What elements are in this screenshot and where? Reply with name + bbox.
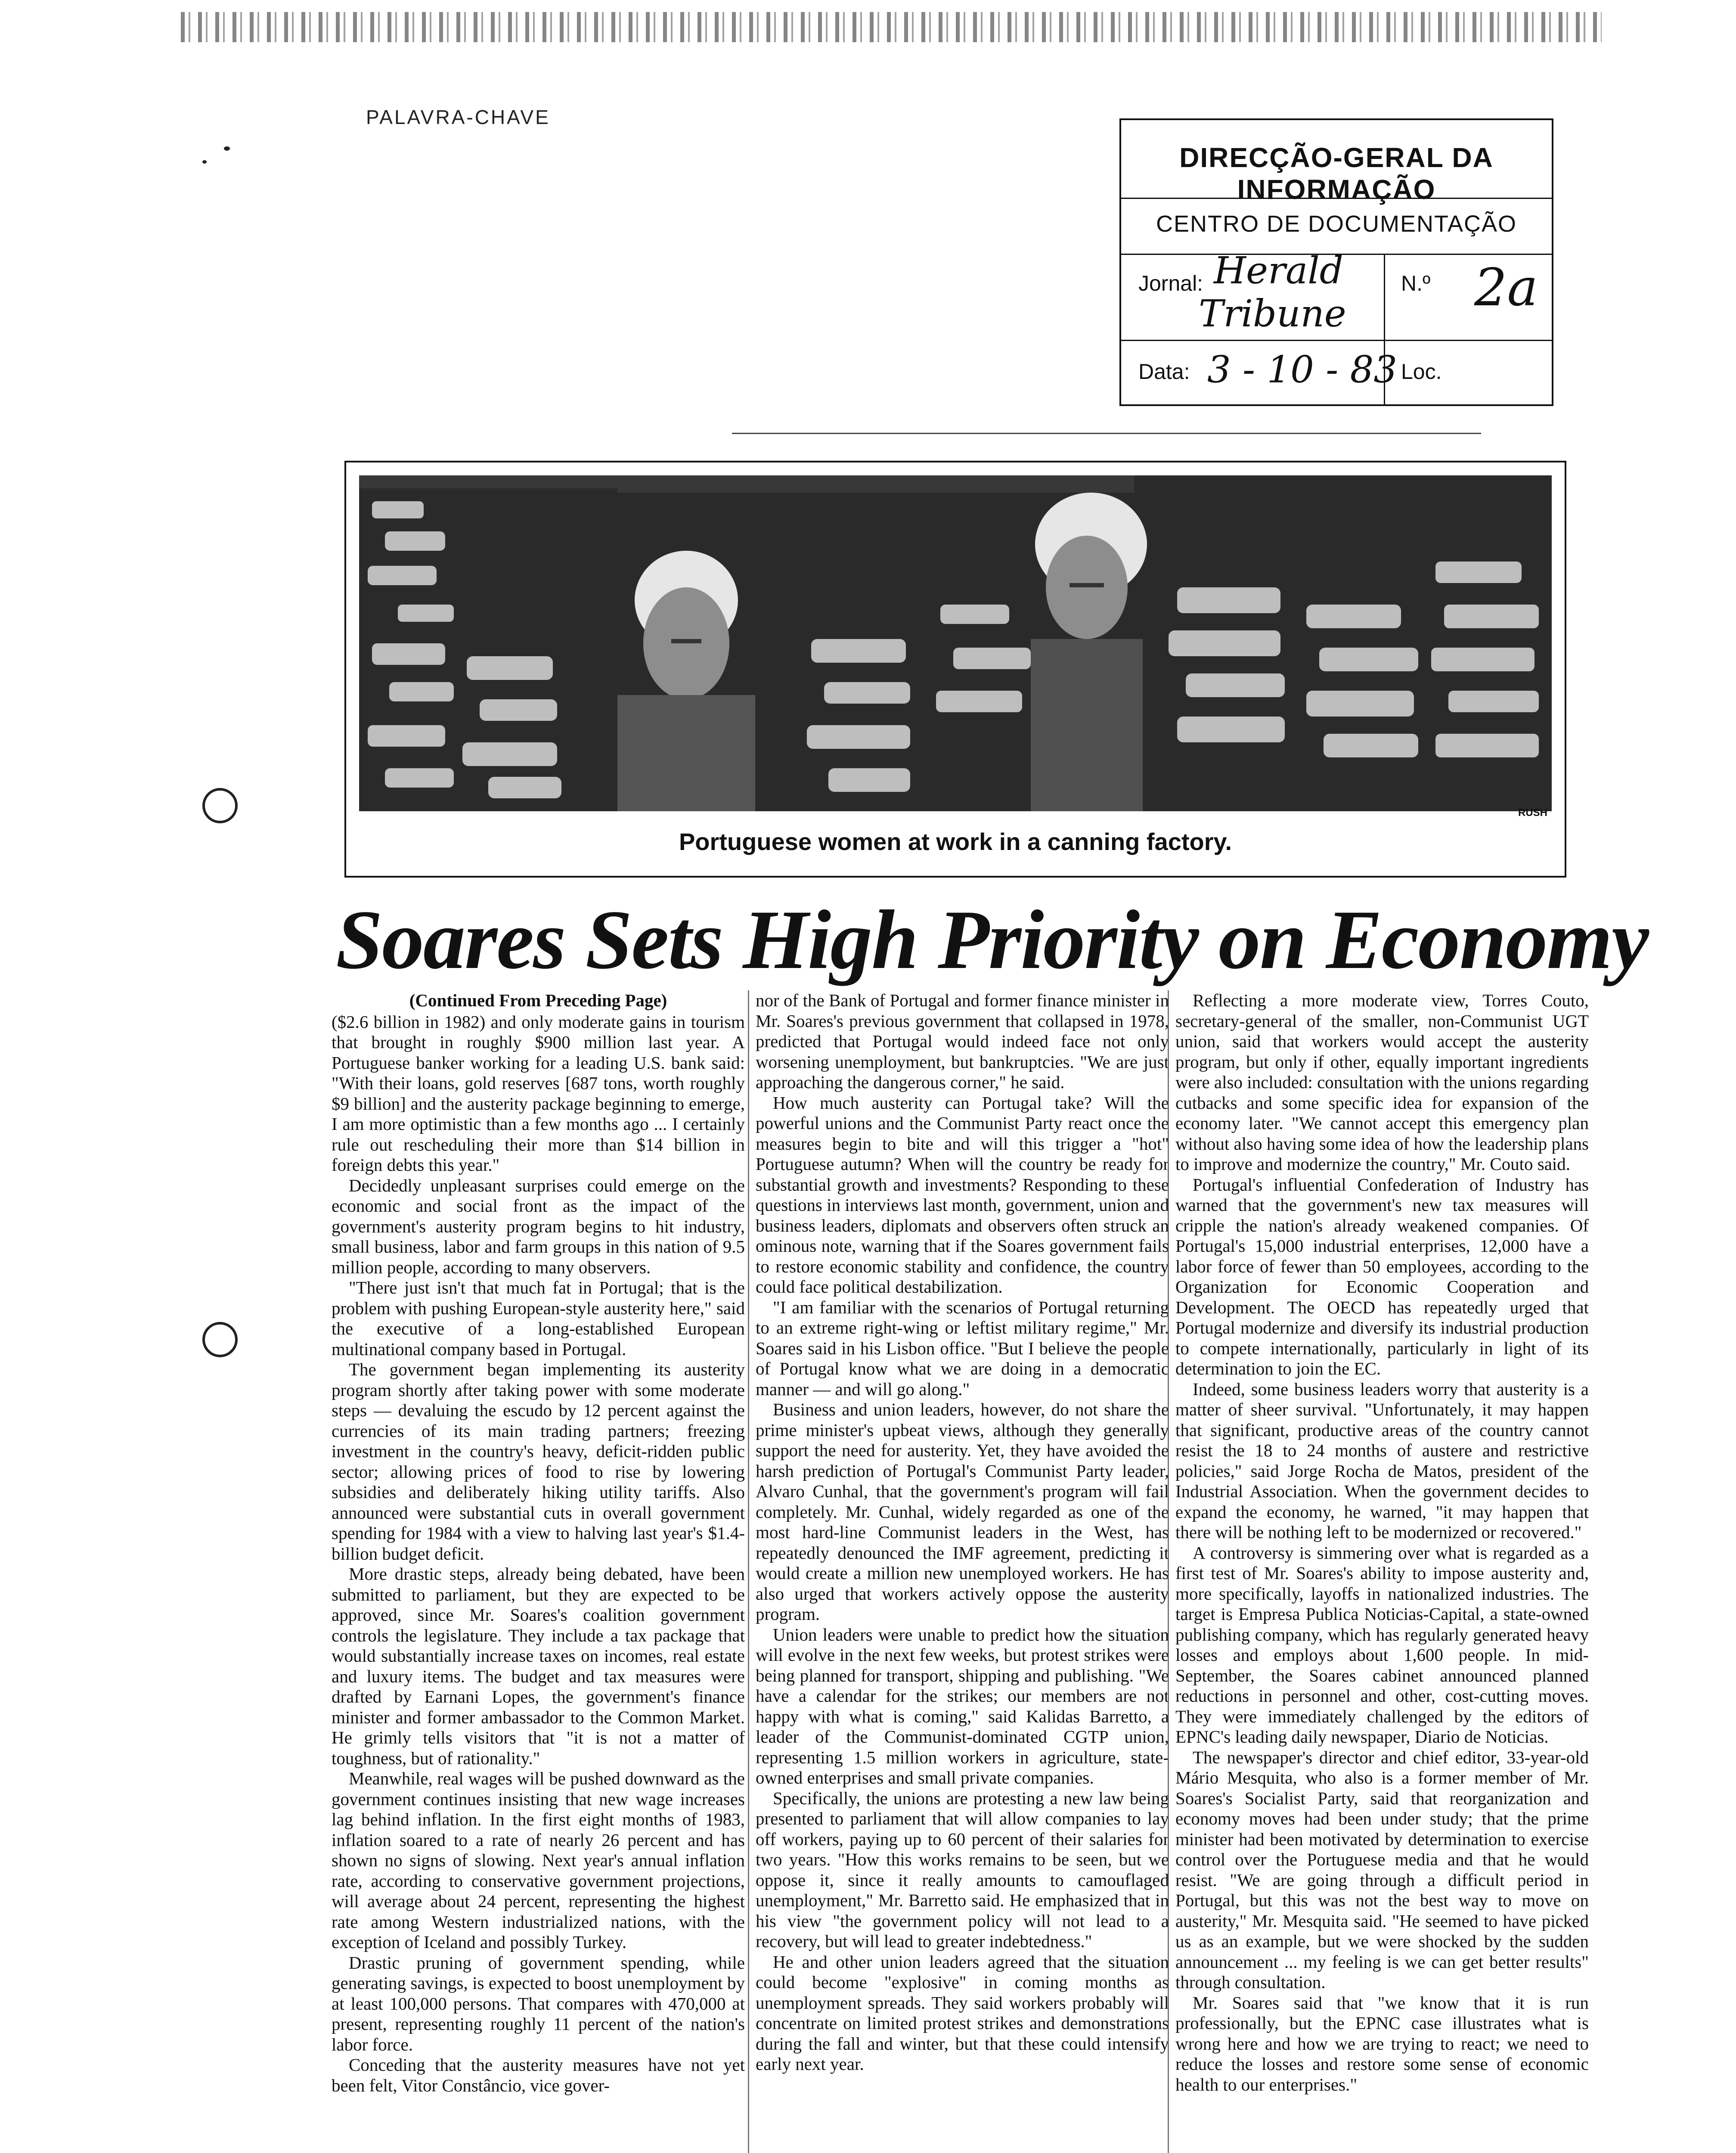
stamp-title: DIRECÇÃO-GERAL DA INFORMAÇÃO [1179, 142, 1494, 205]
paragraph: nor of the Bank of Portugal and former finance minister in Mr. Soares's previous government that collapsed in 1978, predicted that Portugal would indeed face not only worsening unemployment, but bankruptcies. "We are just approaching the dangerous corner," he said. [756, 990, 1169, 1092]
stamp-jornal-handwritten-1: Herald [1214, 249, 1343, 292]
scan-speck [202, 160, 207, 164]
paragraph: ($2.6 billion in 1982) and only moderate gains in tourism that brought in roughly $900 million last year. A Portuguese banker working for a leading U.S. bank said: "With their loans, gold reserves [687 tons, worth roughly $9 billion] and the austerity package beginning to emerge, I am more optimistic than a few months ago ... I certainly rule out rescheduling their more than $14 billion in foreign debts this year." [332, 1011, 745, 1175]
margin-hole-mark [202, 788, 238, 823]
stamp-date-handwritten: 3 - 10 - 83 [1207, 348, 1398, 391]
continued-note: (Continued From Preceding Page) [409, 990, 667, 1010]
stamp-jornal-row [1121, 249, 1552, 341]
stamp-subtitle-row [1121, 198, 1552, 255]
scan-noise-top [181, 12, 1602, 42]
article-column-3 [1175, 990, 1589, 2095]
paragraph: Meanwhile, real wages will be pushed downward as the government continues insisting that new wage increases lag behind inflation. In the first eight months of 1983, inflation soared to a rate of nearly 26 percent and has shown no signs of slowing. Next year's annual inflation rate, according to conservative government projections, will average about 24 percent, representing the highest rate among Western industrialized nations, with the exception of Iceland and possibly Turkey. [332, 1768, 745, 1952]
factory-photo [359, 475, 1552, 811]
stamp-jornal-handwritten-2: Tribune [1199, 292, 1346, 335]
column-divider [748, 990, 749, 2153]
article-headline: Soares Sets High Priority on Economy [336, 893, 1649, 987]
column-divider [1168, 990, 1169, 2153]
stamp-date-label: Data: [1138, 360, 1190, 384]
stamp-title-row [1121, 120, 1552, 205]
paragraph: Reflecting a more moderate view, Torres Couto, secretary-general of the smaller, non-Communist UGT union, said that workers would accept the austerity program, but only if other, equally important ingredients were also included: consultation with the unions regarding cutbacks and some specific idea for expansion of the economy later. "We cannot accept this emergency plan without also having some idea of how the leadership plans to improve and modernize the country," Mr. Couto said. [1175, 990, 1589, 1174]
stamp-numero-handwritten: 2a [1474, 258, 1538, 318]
stamp-numero-label: N.º [1401, 271, 1431, 295]
photo-credit: RUSH [1518, 807, 1547, 819]
scan-speck [224, 146, 230, 151]
paragraph: How much austerity can Portugal take? Will the powerful unions and the Communist Party react once the measures begin to bite and will this trigger a "hot" Portuguese autumn? When will the country be ready for substantial growth and investments? Responding to these questions in interviews last month, government, union and business leaders, diplomats and observers often struck an ominous note, warning that if the Soares government fails to restore economic stability and confidence, the country could face political destabilization. [756, 1092, 1169, 1297]
stamp-subtitle: CENTRO DE DOCUMENTAÇÃO [1156, 211, 1517, 237]
article-column-1 [332, 990, 745, 2096]
paragraph: Portugal's influential Confederation of Industry has warned that the government's new tax measures will cripple the nation's already weakened companies. Of Portugal's 15,000 industrial enterprises, 12,000 have a labor force of fewer than 50 employees, according to the Organization for Economic Cooperation and Development. The OECD has repeatedly urged that Portugal modernize and diversify its industrial production to compete internationally, particularly in light of its determination to join the EC. [1175, 1174, 1589, 1378]
stamp-jornal-label: Jornal: [1138, 271, 1203, 295]
stamp-loc-label: Loc. [1401, 360, 1442, 384]
photo-caption: Portuguese women at work in a canning factory. [679, 828, 1232, 855]
paragraph: Mr. Soares said that "we know that it is run professionally, but the EPNC case illustrates what is wrong here and how we are trying to react; we need to reduce the losses and restore some sense of economic health to our enterprises." [1175, 1992, 1589, 2094]
keyword-label: PALAVRA-CHAVE [366, 106, 550, 128]
paragraph: The newspaper's director and chief editor, 33-year-old Mário Mesquita, who also is a former member of Mr. Soares's Socialist Party, said that reorganization and economy moves had been under study; that the prime minister had been motivated by determination to exercise control over the Portuguese media and that he would resist. "We are going through a difficult period in Portugal, but this was not the best way to move on austerity," Mr. Mesquita said. "He seemed to have picked us as an example, but we were shocked by the sudden announcement ... my feeling is we can get better results" through consultation. [1175, 1747, 1589, 1992]
paragraph: Union leaders were unable to predict how the situation will evolve in the next few weeks, but protest strikes were being planned for transport, shipping and publishing. "We have a calendar for the strikes; our members are not happy with what is coming," said Kalidas Barretto, a leader of the Communist-dominated CGTP union, representing 1.5 million workers in agriculture, state-owned enterprises and small private companies. [756, 1624, 1169, 1787]
archive-stamp [1119, 118, 1553, 406]
article-column-2 [756, 990, 1169, 2075]
photo-frame [344, 461, 1566, 878]
paragraph: Business and union leaders, however, do not share the prime minister's upbeat views, although they generally support the need for austerity. Yet, they have avoided the harsh prediction of Portugal's Communist Party leader, Alvaro Cunhal, that the government's program will fail completely. Mr. Cunhal, widely regarded as one of the most hard-line Communist leaders in the West, has repeatedly denounced the IMF agreement, predicting it would create a million new unemployed workers. He has also urged that workers actively oppose the austerity program. [756, 1399, 1169, 1624]
top-rule [732, 433, 1481, 434]
paragraph: He and other union leaders agreed that the situation could become "explosive" in coming months as unemployment spreads. They said workers probably will concentrate on limited protest strikes and demonstrations during the fall and winter, but that these could intensify early next year. [756, 1951, 1169, 2074]
paragraph: Decidedly unpleasant surprises could emerge on the economic and social front as the impact of the government's austerity program begins to hit industry, small business, labor and farm groups in this nation of 9.5 million people, according to many observers. [332, 1175, 745, 1277]
stamp-date-row [1121, 340, 1552, 404]
paragraph: "I am familiar with the scenarios of Portugal returning to an extreme right-wing or leftist military regime," Mr. Soares said in his Lisbon office. "But I believe the people of Portugal know what we are doing in a democratic manner — and will go along." [756, 1297, 1169, 1399]
paragraph: Specifically, the unions are protesting a new law being presented to parliament that will allow companies to lay off workers, paying up to 60 percent of their salaries for two years. "How this works remains to be seen, but we oppose it, since it really amounts to camouflaged unemployment," Mr. Barretto said. He emphasized that in his view "the government policy will not lead to a recovery, but will lead to greater indebtedness." [756, 1788, 1169, 1951]
margin-hole-mark [202, 1322, 238, 1357]
paragraph: A controversy is simmering over what is regarded as a first test of Mr. Soares's ability to impose austerity and, more specifically, layoffs in nationalized industries. The target is Empresa Publica Noticias-Capital, a state-owned publishing company, which has regularly generated heavy losses and employs about 1,600 people. In mid-September, the Soares cabinet announced planned reductions in personnel and other, cost-cutting moves. They were immediately challenged by the editors of EPNC's leading daily newspaper, Diario de Noticias. [1175, 1542, 1589, 1747]
paragraph: More drastic steps, already being debated, have been submitted to parliament, but they are expected to be approved, since Mr. Soares's coalition government controls the legislature. They include a tax package that would substantially increase taxes on incomes, real estate and luxury items. The budget and tax measures were drafted by Earnani Lopes, the government's finance minister and former ambassador to the Common Market. He grimly tells visitors that "it is not a matter of toughness, but of rationality." [332, 1564, 745, 1768]
paragraph: The government began implementing its austerity program shortly after taking power with some moderate steps — devaluing the escudo by 12 percent against the currencies of its main trading partners; freezing investment in the country's heavy, deficit-ridden public sector; allowing prices of food to rise by lowering subsidies and deliberately hiking utility tariffs. Also announced were substantial cuts in overall government spending for 1984 with a view to halving last year's $1.4-billion budget deficit. [332, 1359, 745, 1564]
stamp-divider [1384, 254, 1385, 340]
paragraph: Drastic pruning of government spending, while generating savings, is expected to boost unemployment by at least 100,000 persons. That compares with 470,000 at present, representing roughly 11 percent of the nation's labor force. [332, 1952, 745, 2054]
paragraph: "There just isn't that much fat in Portugal; that is the problem with pushing European-style austerity here," said the executive of a long-established European multinational company based in Portugal. [332, 1278, 745, 1359]
paragraph: Conceding that the austerity measures have not yet been felt, Vitor Constâncio, vice gover- [332, 2055, 745, 2095]
paragraph: Indeed, some business leaders worry that austerity is a matter of sheer survival. "Unfortunately, it may happen that significant, productive areas of the country cannot resist the 18 to 24 months of austere and restrictive policies," said Jorge Rocha de Matos, president of the Industrial Association. When the government decides to expand the economy, he warned, "it may happen that there will be nothing left to be modernized or recovered." [1175, 1379, 1589, 1542]
